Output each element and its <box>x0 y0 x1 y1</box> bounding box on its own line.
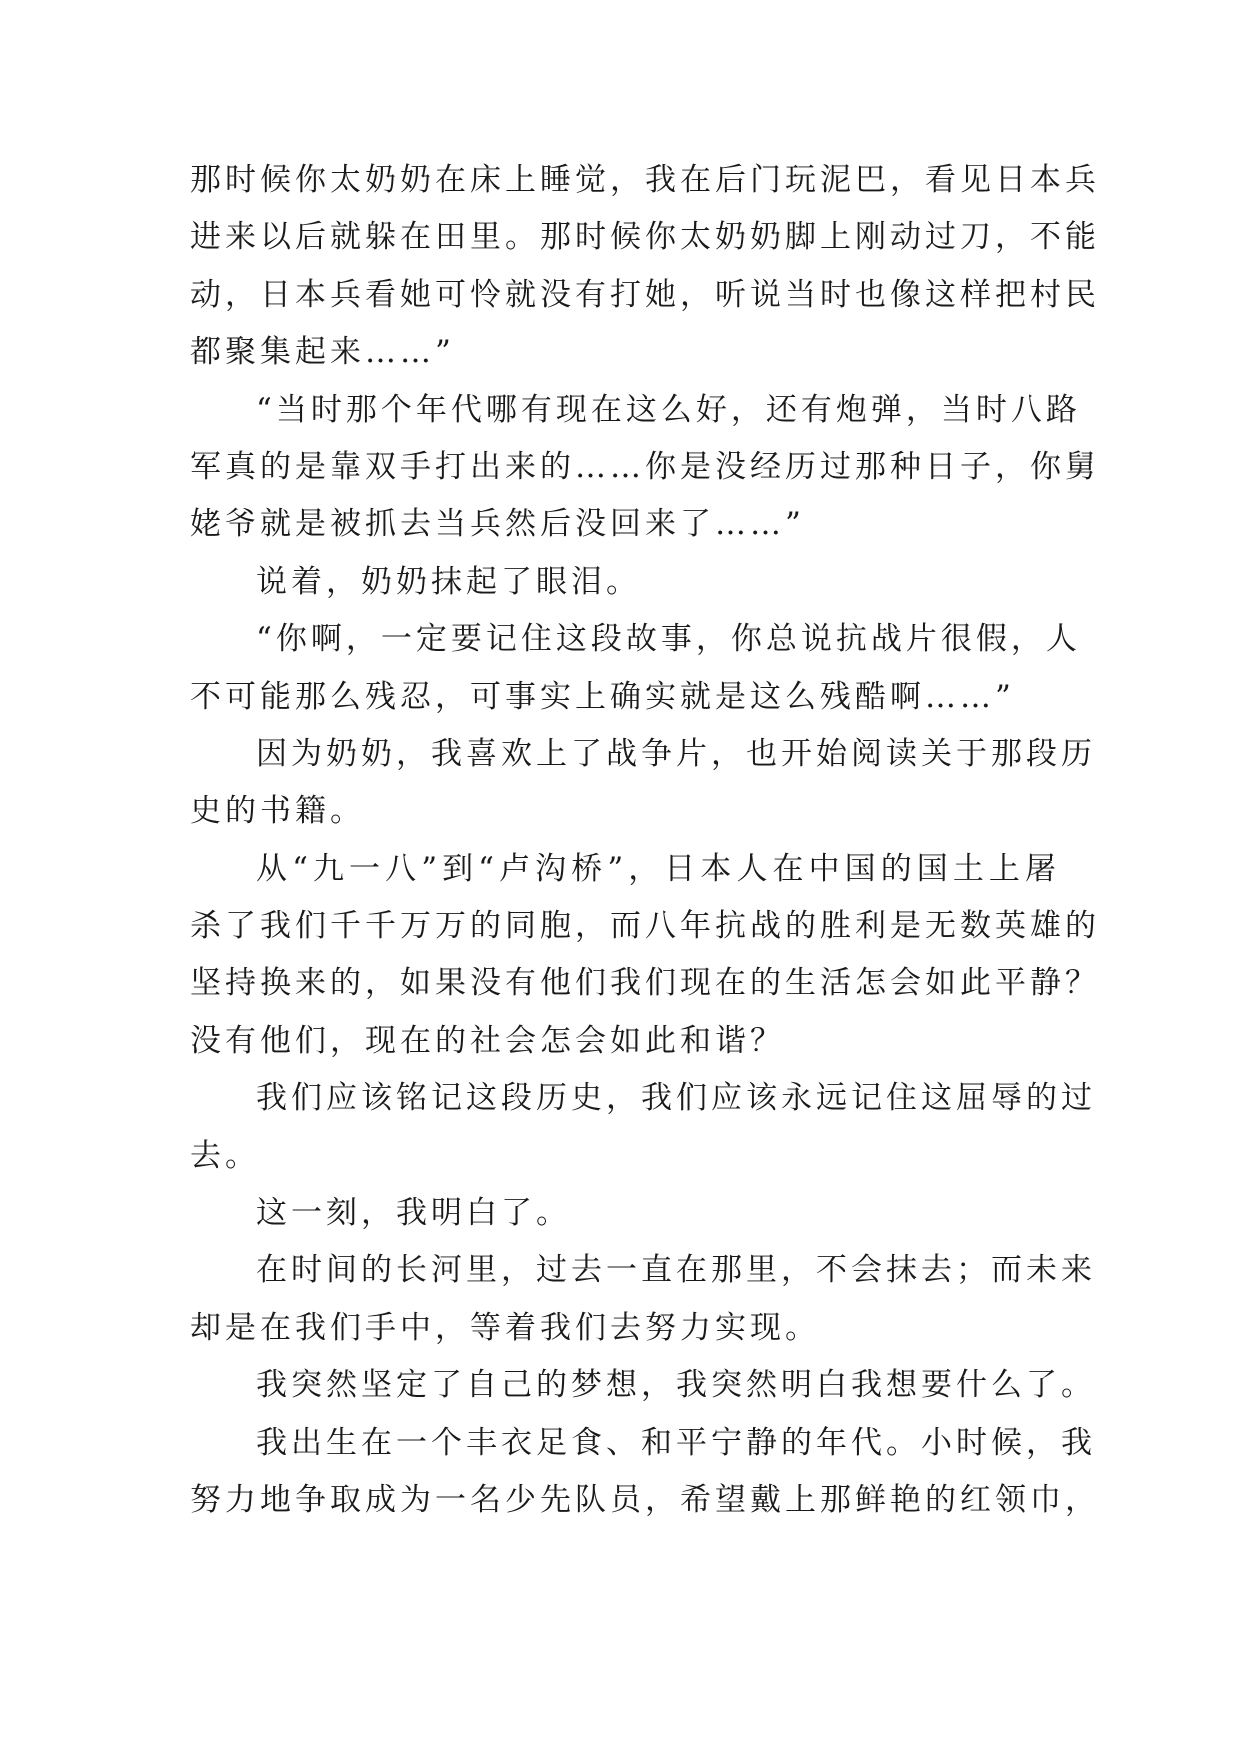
text-line: 我突然坚定了自己的梦想，我突然明白我想要什么了。 <box>256 1367 1096 1404</box>
text-line: 史的书籍。 <box>190 793 365 830</box>
text-line: 因为奶奶，我喜欢上了战争片，也开始阅读关于那段历 <box>256 735 1096 772</box>
text-line: 努力地争取成为一名少先队员，希望戴上那鲜艳的红领巾， <box>190 1481 1100 1518</box>
text-line: 却是在我们手中，等着我们去努力实现。 <box>190 1309 820 1346</box>
text-line: “当时那个年代哪有现在这么好，还有炮弹，当时八路 <box>256 391 1081 428</box>
text-line: 不可能那么残忍，可事实上确实就是这么残酷啊……” <box>190 678 1015 715</box>
text-line: 军真的是靠双手打出来的……你是没经历过那种日子，你舅 <box>190 448 1100 485</box>
text-line: 在时间的长河里，过去一直在那里，不会抹去；而未来 <box>256 1252 1096 1289</box>
text-line: 姥爷就是被抓去当兵然后没回来了……” <box>190 506 805 543</box>
text-line: 进来以后就躲在田里。那时候你太奶奶脚上刚动过刀，不能 <box>190 219 1100 256</box>
text-line: 从“九一八”到“卢沟桥”，日本人在中国的国土上屠 <box>256 850 1060 887</box>
text-line: 说着，奶奶抹起了眼泪。 <box>256 563 641 600</box>
text-line: “你啊，一定要记住这段故事，你总说抗战片很假，人 <box>256 621 1081 658</box>
text-line: 都聚集起来……” <box>190 334 455 371</box>
text-line: 我们应该铭记这段历史，我们应该永远记住这屈辱的过 <box>256 1080 1096 1117</box>
text-line: 那时候你太奶奶在床上睡觉，我在后门玩泥巴，看见日本兵 <box>190 162 1100 198</box>
text-line: 去。 <box>190 1137 260 1174</box>
text-line: 我出生在一个丰衣足食、和平宁静的年代。小时候，我 <box>256 1424 1096 1461</box>
text-line: 坚持换来的，如果没有他们我们现在的生活怎会如此平静？ <box>190 965 1100 1002</box>
text-line: 杀了我们千千万万的同胞，而八年抗战的胜利是无数英雄的 <box>190 908 1100 945</box>
text-line: 没有他们，现在的社会怎会如此和谐？ <box>190 1022 785 1059</box>
text-line: 动，日本兵看她可怜就没有打她，听说当时也像这样把村民 <box>190 276 1100 313</box>
text-line: 这一刻，我明白了。 <box>256 1195 571 1232</box>
body-text <box>190 152 1100 1529</box>
